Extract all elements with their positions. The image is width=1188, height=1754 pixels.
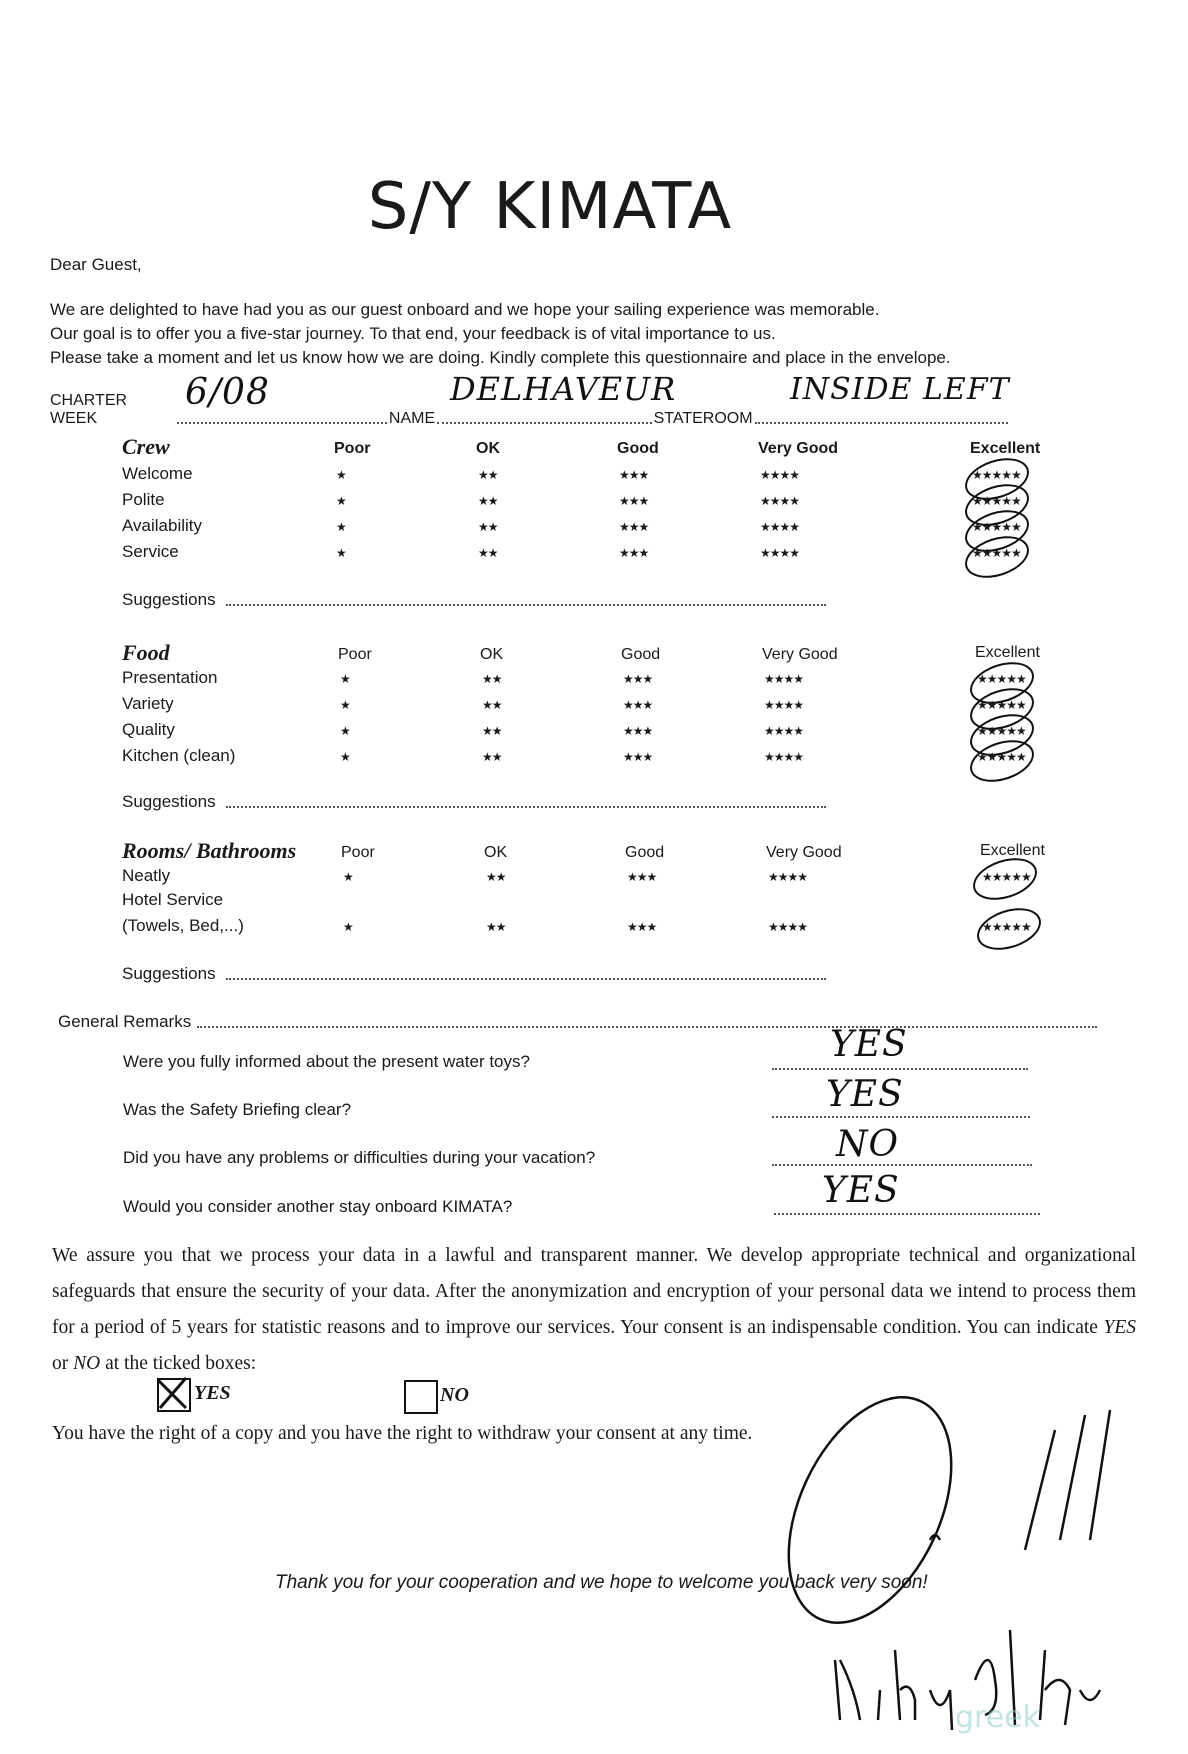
consent-rights: You have the right of a copy and you have the right to withdraw your consent at any time. (52, 1423, 753, 1444)
question-problems: Did you have any problems or difficulties during your vacation? (123, 1148, 596, 1167)
consent-paragraph (52, 1238, 1136, 1382)
consent-tail: at the ticked boxes: (105, 1353, 257, 1374)
name-field[interactable] (437, 418, 651, 424)
food-col-very-good: Very Good (762, 646, 838, 663)
crew-col-ok: OK (476, 440, 500, 457)
star-rating-4[interactable]: ★★★★ (760, 546, 800, 560)
charter-week-label: CHARTER WEEK (50, 392, 128, 427)
star-rating-2[interactable]: ★★ (482, 672, 502, 686)
general-remarks-field[interactable] (197, 1022, 1097, 1028)
star-rating-5[interactable]: ★★★★★ (972, 520, 1021, 534)
consent-yes-label: YES (194, 1382, 231, 1404)
answer-line-water-toys[interactable] (772, 1066, 1028, 1070)
charter-week-field[interactable] (177, 418, 387, 424)
star-rating-5[interactable]: ★★★★★ (982, 870, 1031, 884)
star-rating-4[interactable]: ★★★★ (760, 468, 800, 482)
food-col-ok: OK (480, 646, 504, 663)
consent-no-checkbox[interactable] (404, 1380, 438, 1414)
star-rating-3[interactable]: ★★★ (623, 750, 653, 764)
star-rating-1[interactable]: ★ (340, 672, 350, 686)
star-rating-3[interactable]: ★★★ (623, 724, 653, 738)
star-rating-1[interactable]: ★ (340, 750, 350, 764)
star-rating-4[interactable]: ★★★★ (768, 920, 808, 934)
rooms-item-towels-bed: (Towels, Bed,...) (122, 916, 244, 935)
rooms-col-ok: OK (484, 844, 508, 861)
star-rating-3[interactable]: ★★★ (627, 870, 657, 884)
crew-item-welcome: Welcome (122, 464, 193, 483)
rooms-col-excellent: Excellent (980, 842, 1045, 859)
crew-suggestions (122, 590, 828, 610)
watermark: greek (955, 1700, 1041, 1735)
food-suggestions-field[interactable] (226, 802, 826, 808)
suggestions-label: Suggestions (122, 964, 216, 983)
star-rating-5[interactable]: ★★★★★ (977, 698, 1026, 712)
answer-water-toys: YES (830, 1024, 908, 1065)
star-rating-5[interactable]: ★★★★★ (972, 546, 1021, 560)
star-rating-1[interactable]: ★ (343, 920, 353, 934)
consent-yes-word: YES (1103, 1317, 1136, 1338)
rooms-col-good: Good (625, 844, 665, 861)
consent-no-label: NO (440, 1384, 469, 1406)
food-item-quality: Quality (122, 720, 175, 739)
star-rating-4[interactable]: ★★★★ (760, 494, 800, 508)
rooms-suggestions-field[interactable] (226, 974, 826, 980)
general-remarks-label: General Remarks (58, 1012, 192, 1031)
crew-item-service: Service (122, 542, 179, 561)
star-rating-2[interactable]: ★★ (486, 870, 506, 884)
food-suggestions (122, 792, 828, 812)
crew-suggestions-field[interactable] (226, 600, 826, 606)
answer-line-another-stay[interactable] (774, 1211, 1040, 1215)
star-rating-1[interactable]: ★ (340, 698, 350, 712)
star-rating-4[interactable]: ★★★★ (768, 870, 808, 884)
star-rating-3[interactable]: ★★★ (623, 672, 653, 686)
stateroom-label: STATEROOM (653, 410, 753, 427)
star-rating-4[interactable]: ★★★★ (764, 672, 804, 686)
suggestions-label: Suggestions (122, 792, 216, 811)
crew-col-good: Good (617, 440, 659, 457)
answer-safety-briefing: YES (826, 1074, 904, 1115)
document-title: S/Y KIMATA (367, 170, 733, 244)
food-item-variety: Variety (122, 694, 174, 713)
star-rating-4[interactable]: ★★★★ (760, 520, 800, 534)
excellent-circle-mark (972, 901, 1047, 958)
greeting: Dear Guest, (50, 255, 142, 274)
food-item-presentation: Presentation (122, 668, 218, 687)
star-rating-5[interactable]: ★★★★★ (977, 724, 1026, 738)
consent-yes-checkbox[interactable] (157, 1378, 191, 1412)
question-water-toys: Were you fully informed about the present water toys? (123, 1052, 530, 1071)
signature-scribble-icon (760, 1390, 1160, 1740)
star-rating-2[interactable]: ★★ (486, 920, 506, 934)
answer-line-problems[interactable] (772, 1162, 1032, 1166)
crew-col-poor: Poor (334, 440, 371, 457)
star-rating-1[interactable]: ★ (343, 870, 353, 884)
crew-col-very-good: Very Good (758, 440, 839, 457)
star-rating-5[interactable]: ★★★★★ (977, 672, 1026, 686)
intro-line-1: We are delighted to have had you as our guest onboard and we hope your sailing experience was memorable. (50, 300, 880, 319)
star-rating-3[interactable]: ★★★ (619, 546, 649, 560)
star-rating-3[interactable]: ★★★ (623, 698, 653, 712)
answer-another-stay: YES (822, 1170, 900, 1211)
star-rating-5[interactable]: ★★★★★ (977, 750, 1026, 764)
star-rating-1[interactable]: ★ (340, 724, 350, 738)
rooms-suggestions (122, 964, 828, 984)
star-rating-3[interactable]: ★★★ (619, 468, 649, 482)
star-rating-4[interactable]: ★★★★ (764, 724, 804, 738)
intro-line-2: Our goal is to offer you a five-star journey. To that end, your feedback is of vital importance to us. (50, 324, 776, 343)
consent-or-word: or (52, 1353, 69, 1374)
star-rating-2[interactable]: ★★ (482, 750, 502, 764)
rooms-col-very-good: Very Good (766, 844, 842, 861)
food-col-poor: Poor (338, 646, 372, 663)
star-rating-2[interactable]: ★★ (478, 546, 498, 560)
name-value: DELHAVEUR (450, 370, 677, 408)
star-rating-5[interactable]: ★★★★★ (972, 468, 1021, 482)
consent-text: We assure you that we process your data in a lawful and transparent manner. We develop appropriate technical and organizational safeguards that ensure the security of your data. After the anonymization and encryption of your personal data we intend to process them for a period of 5 years for statistic reasons and to improve our services. Your consent is an indispensable condition. You can indicate (52, 1245, 1136, 1338)
star-rating-2[interactable]: ★★ (482, 724, 502, 738)
star-rating-1[interactable]: ★ (336, 468, 346, 482)
crew-col-excellent: Excellent (970, 440, 1041, 457)
food-item-kitchen: Kitchen (clean) (122, 746, 236, 765)
star-rating-2[interactable]: ★★ (478, 520, 498, 534)
star-rating-1[interactable]: ★ (336, 494, 346, 508)
star-rating-3[interactable]: ★★★ (627, 920, 657, 934)
section-title-crew: Crew (122, 434, 170, 459)
rooms-item-hotel-service: Hotel Service (122, 890, 224, 909)
check-mark-icon (156, 1376, 190, 1410)
rooms-item-neatly: Neatly (122, 866, 171, 885)
intro-line-3: Please take a moment and let us know how we are doing. Kindly complete this questionnaire and place in the envelope. (50, 348, 951, 367)
question-another-stay: Would you consider another stay onboard KIMATA? (123, 1197, 513, 1216)
star-rating-1[interactable]: ★ (336, 546, 346, 560)
star-rating-5[interactable]: ★★★★★ (982, 920, 1031, 934)
stateroom-value: INSIDE LEFT (790, 372, 1010, 407)
name-label: NAME (388, 410, 436, 427)
star-rating-3[interactable]: ★★★ (619, 520, 649, 534)
crew-item-availability: Availability (122, 516, 203, 535)
thank-you-note: Thank you for your cooperation and we hope to welcome you back very soon! (275, 1572, 928, 1593)
question-safety-briefing: Was the Safety Briefing clear? (123, 1100, 352, 1119)
section-title-rooms: Rooms/ Bathrooms (122, 838, 297, 863)
star-rating-2[interactable]: ★★ (478, 468, 498, 482)
star-rating-2[interactable]: ★★ (478, 494, 498, 508)
stateroom-field[interactable] (755, 418, 1008, 424)
general-remarks (58, 1012, 1099, 1032)
food-col-good: Good (621, 646, 661, 663)
food-col-excellent: Excellent (975, 644, 1040, 661)
consent-no-word: NO (73, 1353, 101, 1374)
rooms-col-poor: Poor (341, 844, 375, 861)
crew-item-polite: Polite (122, 490, 165, 509)
charter-week-value: 6/08 (185, 372, 270, 413)
star-rating-3[interactable]: ★★★ (619, 494, 649, 508)
star-rating-4[interactable]: ★★★★ (764, 750, 804, 764)
star-rating-1[interactable]: ★ (336, 520, 346, 534)
star-rating-2[interactable]: ★★ (482, 698, 502, 712)
suggestions-label: Suggestions (122, 590, 216, 609)
star-rating-4[interactable]: ★★★★ (764, 698, 804, 712)
answer-problems: NO (836, 1124, 900, 1165)
star-rating-5[interactable]: ★★★★★ (972, 494, 1021, 508)
section-title-food: Food (122, 640, 170, 665)
